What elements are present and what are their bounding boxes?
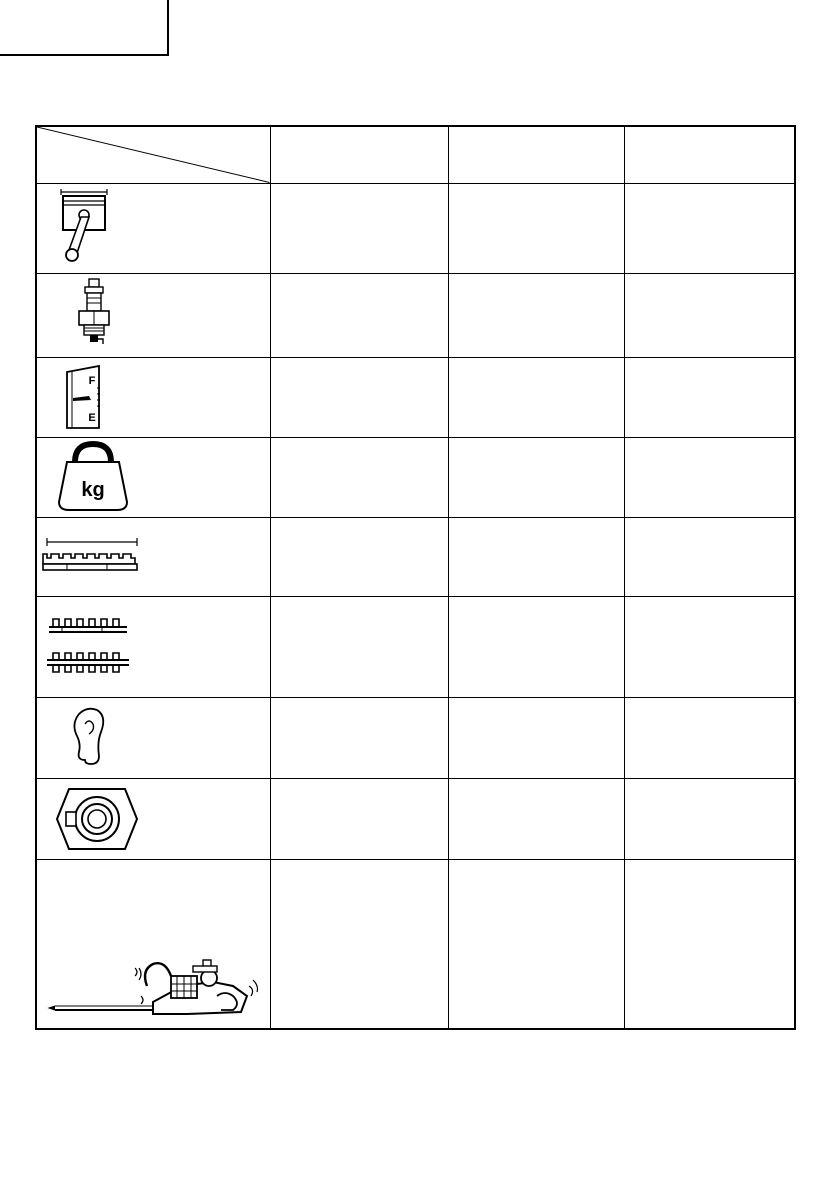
row-1-col-2 (448, 183, 624, 273)
table-row (36, 517, 795, 596)
row-7-col-3 (624, 697, 795, 778)
row-2-col-2 (448, 273, 624, 357)
row-8-col-1 (270, 778, 448, 859)
ear-noise-icon (37, 698, 157, 778)
header-cell-1 (270, 126, 448, 183)
gauge-empty-letter: E (88, 411, 96, 424)
header-cell-2 (448, 126, 624, 183)
table-row (36, 437, 795, 517)
row-5-col-1 (270, 517, 448, 596)
row-5-col-2 (448, 517, 624, 596)
row-2-col-3 (624, 273, 795, 357)
row-1-col-3 (624, 183, 795, 273)
row-3-col-1 (270, 357, 448, 437)
row-4-col-1 (270, 437, 448, 517)
table-row (36, 273, 795, 357)
hex-nut-icon (37, 779, 167, 859)
piston-displacement-icon (37, 184, 157, 273)
weight-kg-icon (37, 438, 157, 517)
weight-label: kg (81, 478, 105, 501)
table-row (36, 859, 795, 1029)
specifications-table (35, 125, 796, 1030)
row-4-col-3 (624, 437, 795, 517)
table-row (36, 697, 795, 778)
diagonal-divider (37, 127, 270, 183)
row-6-col-2 (448, 596, 624, 697)
row-6-col-3 (624, 596, 795, 697)
table-row (36, 596, 795, 697)
double-sided-blade-icon (37, 597, 167, 697)
spark-plug-icon (37, 274, 157, 357)
header-corner-cell (36, 126, 270, 183)
row-7-col-1 (270, 697, 448, 778)
row-3-col-2 (448, 357, 624, 437)
cutter-length-icon (37, 518, 167, 596)
row-2-col-1 (270, 273, 448, 357)
header-cell-3 (624, 126, 795, 183)
row-8-col-3 (624, 778, 795, 859)
corner-label-box (0, 0, 169, 56)
table-row (36, 183, 795, 273)
table-header-row (36, 126, 795, 183)
row-4-col-2 (448, 437, 624, 517)
row-8-col-2 (448, 778, 624, 859)
fuel-tank-gauge-icon (37, 358, 157, 437)
row-3-col-3 (624, 357, 795, 437)
hedge-trimmer-vibration-icon (37, 860, 269, 1028)
row-7-col-2 (448, 697, 624, 778)
table-row (36, 357, 795, 437)
row-6-col-1 (270, 596, 448, 697)
row-9-col-2 (448, 859, 624, 1029)
row-1-col-1 (270, 183, 448, 273)
row-9-col-1 (270, 859, 448, 1029)
row-9-col-3 (624, 859, 795, 1029)
gauge-full-letter: F (88, 374, 96, 387)
row-5-col-3 (624, 517, 795, 596)
table-row (36, 778, 795, 859)
